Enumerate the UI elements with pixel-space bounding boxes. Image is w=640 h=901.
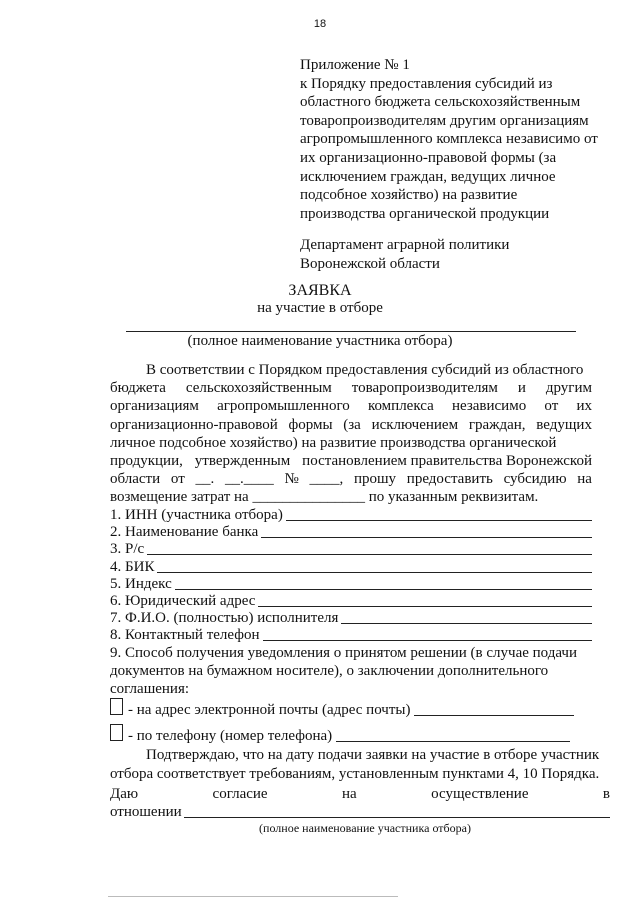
intro-word: постановлением правительства Воронежской: [302, 453, 592, 470]
department-block: [300, 236, 509, 273]
email-checkbox[interactable]: [110, 698, 123, 715]
intro-word: формы: [288, 416, 333, 433]
appendix-line: их организационно-правовой формы (за: [300, 149, 557, 166]
consent-word: осуществление: [431, 786, 529, 802]
intro-word: от: [170, 471, 185, 488]
field-input-line[interactable]: [341, 623, 592, 624]
intro-line: [110, 434, 592, 452]
department-line: Департамент аграрной политики: [300, 237, 510, 253]
appendix-line: товаропроизводителям другим организациям: [300, 112, 589, 129]
form-title: ЗАЯВКА: [288, 282, 352, 299]
intro-line: [110, 488, 592, 506]
intro-line: [110, 470, 592, 488]
intro-word: __.____: [224, 471, 274, 488]
appendix-line: агропромышленного комплекса независимо от: [300, 131, 598, 148]
form-subtitle: на участие в отборе: [257, 300, 383, 316]
item9-line: соглашения:: [110, 681, 190, 698]
participant-caption: (полное наименование участника отбора): [187, 333, 453, 349]
intro-line: [110, 452, 592, 470]
requisite-field: [110, 609, 592, 627]
field-label: 4. БИК: [110, 558, 155, 575]
intro-word: исключением: [371, 416, 459, 433]
participant-name-line[interactable]: [126, 331, 576, 332]
email-option: [128, 702, 574, 719]
field-input-line[interactable]: [263, 640, 593, 641]
requisite-field: [110, 558, 592, 576]
intro-word: В соответствии с Порядком предоставления субсидий из областного: [146, 362, 584, 378]
intro-word: прошу: [353, 471, 397, 488]
appendix-line: к Порядку предоставления субсидий из: [300, 75, 553, 92]
confirmation-paragraph: [110, 746, 602, 784]
intro-word: предоставить: [406, 471, 493, 488]
field-label: 2. Наименование банка: [110, 524, 259, 541]
requisite-field: [110, 575, 592, 593]
intro-word: независимо: [451, 398, 527, 415]
intro-word: и: [517, 380, 526, 397]
consent-caption: (полное наименование участника отбора): [259, 821, 471, 835]
appendix-line: подсобное хозяйство) на развитие: [300, 187, 518, 204]
intro-word: субсидию: [503, 471, 567, 488]
field-input-line[interactable]: [258, 606, 592, 607]
field-label: 6. Юридический адрес: [110, 593, 256, 609]
phone-option-label: - по телефону (номер телефона): [128, 728, 333, 744]
field-input-line[interactable]: [261, 537, 592, 538]
intro-line: [110, 397, 592, 415]
department-line: Воронежской области: [300, 255, 440, 272]
field-input-line[interactable]: [286, 520, 592, 521]
intro-word: на: [577, 471, 592, 488]
consent-line-2: [110, 804, 610, 821]
requisite-field: [110, 592, 592, 610]
intro-word: ____,: [309, 471, 344, 488]
email-option-label: - на адрес электронной почты (адрес почты): [128, 702, 411, 718]
intro-word: __.: [195, 471, 215, 488]
intro-word: утвержденным: [194, 453, 291, 470]
requisite-field: [110, 626, 592, 644]
field-label: 5. Индекс: [110, 575, 172, 592]
appendix-line: областного бюджета сельскохозяйственным: [300, 94, 581, 111]
intro-word: их: [576, 398, 592, 415]
requisite-field: [110, 506, 592, 524]
intro-word: продукции,: [110, 453, 183, 470]
intro-word: товаропроизводителям: [351, 380, 498, 397]
intro-word: организационно-правовой: [110, 416, 278, 433]
appendix-line: исключением граждан, ведущих личное: [300, 168, 556, 185]
requisite-field: [110, 523, 592, 541]
notification-method-item: [110, 644, 577, 699]
confirmation-line: Подтверждаю, что на дату подачи заявки на участие в отборе участник: [146, 747, 600, 763]
footnote-divider: [108, 896, 398, 897]
intro-word: бюджета: [110, 380, 166, 397]
intro-word: организациям: [110, 398, 199, 415]
field-input-line[interactable]: [157, 572, 592, 573]
consent-word: Даю: [110, 786, 139, 802]
intro-word: другим: [545, 380, 592, 397]
appendix-line: производства органической продукции: [300, 205, 550, 222]
phone-input-line[interactable]: [336, 741, 570, 742]
confirmation-line: отбора соответствует требованиям, установленным пунктами 4, 10 Порядка.: [110, 766, 600, 782]
consent-label: отношении: [110, 804, 182, 820]
field-label: 8. Контактный телефон: [110, 627, 260, 644]
intro-word: комплекса: [367, 398, 434, 415]
intro-word: агропромышленного: [217, 398, 350, 415]
intro-line: [110, 361, 592, 379]
consent-word: на: [342, 786, 357, 802]
intro-word: области: [110, 471, 161, 488]
field-label: 1. ИНН (участника отбора): [110, 507, 283, 523]
intro-word: от: [544, 398, 559, 415]
email-input-line[interactable]: [414, 715, 574, 716]
field-input-line[interactable]: [147, 554, 592, 555]
field-label: 7. Ф.И.О. (полностью) исполнителя: [110, 610, 339, 627]
page-number: 18: [313, 18, 327, 30]
field-label: 3. Р/с: [110, 541, 145, 558]
consent-line: [110, 786, 610, 803]
intro-line: [110, 416, 592, 434]
consent-word: в: [602, 786, 610, 802]
phone-checkbox[interactable]: [110, 724, 123, 741]
consent-word: согласие: [212, 786, 268, 802]
intro-word: ведущих: [536, 416, 592, 433]
intro-paragraph: [110, 361, 592, 507]
item9-line: 9. Способ получения уведомления о принятом решении (в случае подачи: [110, 645, 577, 661]
field-input-line[interactable]: [175, 589, 592, 590]
intro-word: (за: [343, 416, 361, 433]
intro-word: возмещение затрат на _______________ по указанным реквизитам.: [110, 489, 539, 506]
intro-word: сельскохозяйственным: [185, 380, 332, 397]
item9-line: документов на бумажном носителе), о заключении дополнительного: [110, 663, 549, 680]
phone-option: [128, 728, 570, 745]
appendix-header: [300, 56, 598, 223]
intro-word: №: [284, 471, 299, 488]
appendix-line: Приложение № 1: [300, 57, 410, 73]
requisite-field: [110, 540, 592, 558]
consent-name-input-line[interactable]: [184, 817, 610, 818]
intro-line: [110, 379, 592, 397]
intro-word: граждан,: [468, 416, 526, 433]
intro-word: личное подсобное хозяйство) на развитие производства органической: [110, 434, 557, 451]
